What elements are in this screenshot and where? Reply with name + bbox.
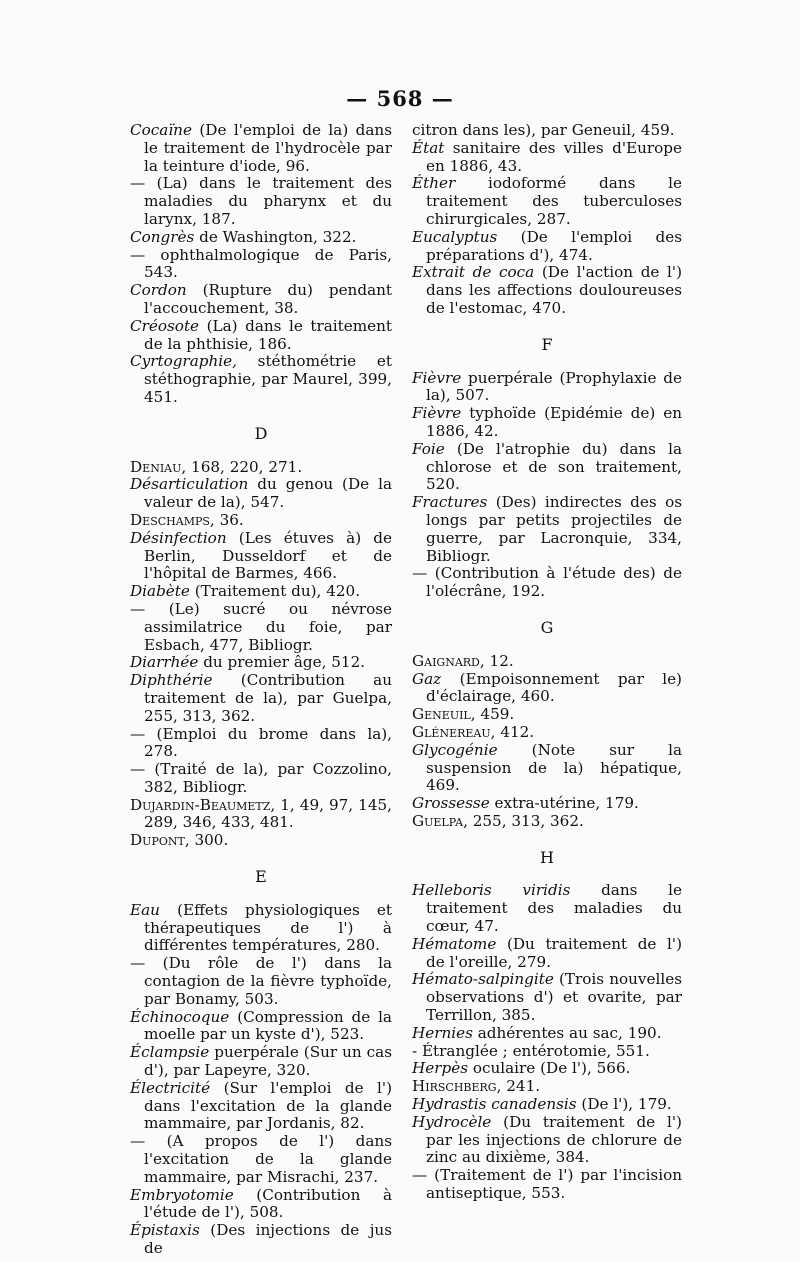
index-entry [412, 122, 682, 140]
index-entry [130, 672, 392, 725]
entry-text: (Traitement du), 420. [194, 582, 361, 601]
entry-text: (Les étuves à) de Berlin, Dusseldorf et de l'hôpital de Barmes, 466. [144, 528, 393, 583]
index-entry [412, 936, 682, 972]
entry-text: dans le traitement des maladies du cœur, 47. [426, 881, 682, 936]
index-entry [412, 742, 682, 795]
entry-term: Fièvre [412, 368, 462, 387]
index-entry [130, 318, 392, 354]
index-entry [130, 1044, 392, 1080]
entry-term: Embryotomie [130, 1185, 234, 1204]
index-entry [412, 370, 682, 406]
index-entry [130, 122, 392, 175]
entry-term: Hydrocèle [412, 1112, 492, 1131]
entry-term: Gaignard, [412, 651, 485, 670]
index-entry [130, 1133, 392, 1186]
entry-text: (De l'), 179. [581, 1095, 672, 1114]
entry-text: 36. [219, 510, 244, 529]
index-entry [130, 832, 392, 850]
section-letter: E [255, 867, 267, 887]
index-entry [412, 1043, 682, 1061]
index-entry [412, 1167, 682, 1203]
index-entry [130, 1222, 392, 1258]
entry-term: Eucalyptus [412, 227, 498, 246]
entry-term: Créosote [130, 316, 200, 335]
entry-term: Éther [412, 174, 456, 193]
entry-text: — (Traitement de l') par l'incision antiseptique, 553. [412, 1166, 682, 1203]
index-entry [130, 247, 392, 283]
index-entry [130, 512, 392, 530]
index-entry [412, 229, 682, 265]
entry-text: du genou (De la valeur de la), 547. [144, 475, 392, 512]
entry-term: Hématome [412, 934, 497, 953]
index-entry [412, 724, 682, 742]
index-entry [412, 813, 682, 831]
entry-term: Diabète [130, 582, 190, 601]
entry-text: extra-utérine, 179. [494, 794, 639, 813]
entry-term: Épistaxis [130, 1221, 200, 1240]
entry-term: Glénereau, [412, 722, 496, 741]
entry-text: — (A propos de l') dans l'excitation de la glande mammaire, par Misrachi, 237. [130, 1132, 392, 1186]
index-entry [130, 175, 392, 228]
entry-text: typhoïde (Epidémie de) en 1886, 42. [426, 404, 682, 440]
index-entry [412, 1096, 682, 1114]
entry-text: (Empoisonnement par le) d'éclairage, 460. [426, 669, 682, 706]
index-entry [412, 494, 682, 565]
index-entry [130, 583, 392, 601]
section-letter: F [541, 334, 553, 354]
index-entry [412, 1078, 682, 1096]
entry-text: (Du traitement de l') de l'oreille, 279. [426, 934, 682, 971]
page-number: — 568 — [346, 86, 454, 111]
entry-term: Échinocoque [130, 1007, 230, 1026]
entry-term: Deschamps, [130, 510, 215, 529]
index-entry [130, 476, 392, 512]
index-entry [130, 353, 392, 406]
entry-text: 168, 220, 271. [191, 457, 303, 476]
entry-text: 255, 313, 362. [472, 811, 584, 830]
entry-text: 412. [500, 722, 535, 741]
entry-term: Éclampsie [130, 1043, 210, 1062]
entry-text: (Note sur la suspension de la) hépatique, 469. [426, 740, 682, 795]
entry-text: — (Le) sucré ou névrose assimilatrice du foie, par Esbach, 477, Bibliogr. [130, 599, 392, 654]
entry-text: de Washington, 322. [199, 227, 357, 246]
entry-text: oculaire (De l'), 566. [472, 1059, 631, 1078]
entry-term: Gaz [412, 669, 442, 688]
entry-term: Cordon [130, 281, 187, 300]
index-entry [130, 797, 392, 833]
entry-term: Cyrtographie, [130, 352, 237, 371]
entry-text: (Contribution au traitement de la), par Guelpa, 255, 313, 362. [144, 671, 392, 725]
entry-text: (Du traitement de l') par les injections de chlorure de zinc au dixième, 384. [426, 1112, 682, 1167]
index-entry [412, 405, 682, 441]
section-letter: G [540, 617, 554, 637]
entry-term: Diphthérie [130, 671, 213, 690]
entry-text: (De l'emploi de la) dans le traitement de l'hydrocèle par la teinture d'iode, 96. [144, 121, 393, 175]
index-entry [412, 1025, 682, 1043]
entry-term: Helleboris viridis [412, 881, 571, 900]
entry-term: Dujardin-Beaumetz, [130, 795, 276, 814]
entry-term: Électricité [130, 1078, 211, 1097]
entry-text: citron dans les), par Geneuil, 459. [412, 121, 675, 139]
index-entry [412, 706, 682, 724]
index-entry [130, 1009, 392, 1045]
entry-text: 12. [489, 651, 514, 670]
entry-term: Herpès [412, 1059, 468, 1078]
index-entry [130, 282, 392, 318]
entry-term: Geneuil, [412, 705, 476, 724]
index-entry [412, 671, 682, 707]
entry-text: iodoformé dans le traitement des tuberculoses chirurgicales, 287. [426, 174, 682, 228]
index-entry [130, 1187, 392, 1223]
entry-text: stéthométrie et stéthographie, par Maurel, 399, 451. [144, 352, 392, 406]
entry-text: (De l'emploi des préparations d'), 474. [426, 227, 682, 264]
entry-text: — (Du rôle de l') dans la contagion de la fièvre typhoïde, par Bonamy, 503. [130, 954, 392, 1008]
entry-text: - Étranglée ; entérotomie, 551. [412, 1041, 650, 1060]
entry-text: 241. [506, 1077, 541, 1096]
index-entry [130, 761, 392, 797]
entry-term: Désinfection [130, 528, 227, 547]
index-entry [130, 654, 392, 672]
entry-text: puerpérale (Prophylaxie de la), 507. [426, 368, 682, 405]
entry-term: Fractures [412, 493, 488, 512]
entry-text: (La) dans le traitement de la phthisie, 186. [144, 316, 392, 353]
index-entry [130, 955, 392, 1008]
index-entry [130, 459, 392, 477]
entry-text: (Compression de la moelle par un kyste d'), 523. [144, 1007, 392, 1044]
entry-term: Désarticulation [130, 475, 249, 494]
entry-text: (Des) indirectes des os longs par petits projectiles de guerre, par Lacronquie, 334, Bibliogr. [426, 493, 683, 565]
index-entry [412, 1060, 682, 1078]
entry-term: Cocaïne [130, 121, 192, 139]
index-entry [412, 565, 682, 601]
index-entry [130, 530, 392, 583]
entry-text: (De l'atrophie du) dans la chlorose et de son traitement, 520. [426, 439, 683, 494]
index-entry [412, 1114, 682, 1167]
entry-text: 300. [194, 831, 229, 850]
index-entry [130, 229, 392, 247]
entry-term: Eau [130, 900, 160, 919]
left-column [130, 122, 392, 1258]
entry-term: Deniau, [130, 457, 187, 476]
entry-text: sanitaire des villes d'Europe en 1886, 43. [426, 138, 682, 175]
index-entry [130, 902, 392, 955]
index-entry [130, 601, 392, 654]
entry-term: Diarrhée [130, 653, 199, 672]
entry-term: Guelpa, [412, 811, 468, 830]
entry-term: Glycogénie [412, 740, 498, 759]
entry-term: Foie [412, 439, 445, 458]
index-entry [412, 264, 682, 317]
entry-text: (Sur l'emploi de l') dans l'excitation de la glande mammaire, par Jordanis, 82. [144, 1078, 393, 1133]
entry-term: Hémato-salpingite [412, 970, 554, 989]
entry-text: puerpérale (Sur un cas d'), par Lapeyre, 320. [144, 1043, 392, 1080]
entry-text: (Des injections de jus de [144, 1221, 392, 1258]
index-entry [130, 726, 392, 762]
entry-term: Grossesse [412, 794, 490, 813]
index-entry [412, 653, 682, 671]
index-entry [412, 140, 682, 176]
entry-text: 1, 49, 97, 145, 289, 346, 433, 481. [144, 795, 392, 832]
entry-text: (Effets physiologiques et thérapeutiques de l') à différentes températures, 280. [144, 900, 393, 955]
entry-term: Hydrastis canadensis [412, 1095, 577, 1114]
section-letter: H [540, 847, 554, 867]
entry-term: Extrait de coca [412, 263, 535, 282]
entry-text: du premier âge, 512. [203, 653, 366, 672]
entry-text: — (Contribution à l'étude des) de l'olécrâne, 192. [412, 564, 682, 601]
entry-text: (Trois nouvelles observations d') et ovarite, par Terrillon, 385. [426, 970, 682, 1025]
entry-term: État [412, 138, 445, 157]
entry-term: Hirschberg, [412, 1077, 502, 1096]
index-entry [412, 795, 682, 813]
index-entry [412, 441, 682, 494]
entry-term: Hernies [412, 1023, 473, 1042]
index-entry [412, 175, 682, 228]
section-letter: D [254, 423, 268, 443]
index-entry [412, 971, 682, 1024]
index-entry [412, 882, 682, 935]
index-entry [130, 1080, 392, 1133]
entry-text: (De l'action de l') dans les affections douloureuses de l'estomac, 470. [426, 263, 682, 317]
entry-text: — (Emploi du brome dans la), 278. [130, 724, 392, 761]
entry-text: adhérentes au sac, 190. [477, 1023, 662, 1042]
entry-term: Dupont, [130, 831, 190, 850]
entry-text: — ophthalmologique de Paris, 543. [130, 245, 392, 282]
entry-term: Fièvre [412, 404, 462, 423]
right-column [412, 122, 682, 1203]
entry-text: — (La) dans le traitement des maladies du pharynx et du larynx, 187. [130, 174, 392, 228]
entry-text: — (Traité de la), par Cozzolino, 382, Bibliogr. [130, 760, 392, 796]
entry-text: (Rupture du) pendant l'accouchement, 38. [144, 281, 393, 317]
entry-term: Congrès [130, 227, 195, 246]
entry-text: (Contribution à l'étude de l'), 508. [144, 1185, 393, 1222]
entry-text: 459. [480, 705, 515, 724]
